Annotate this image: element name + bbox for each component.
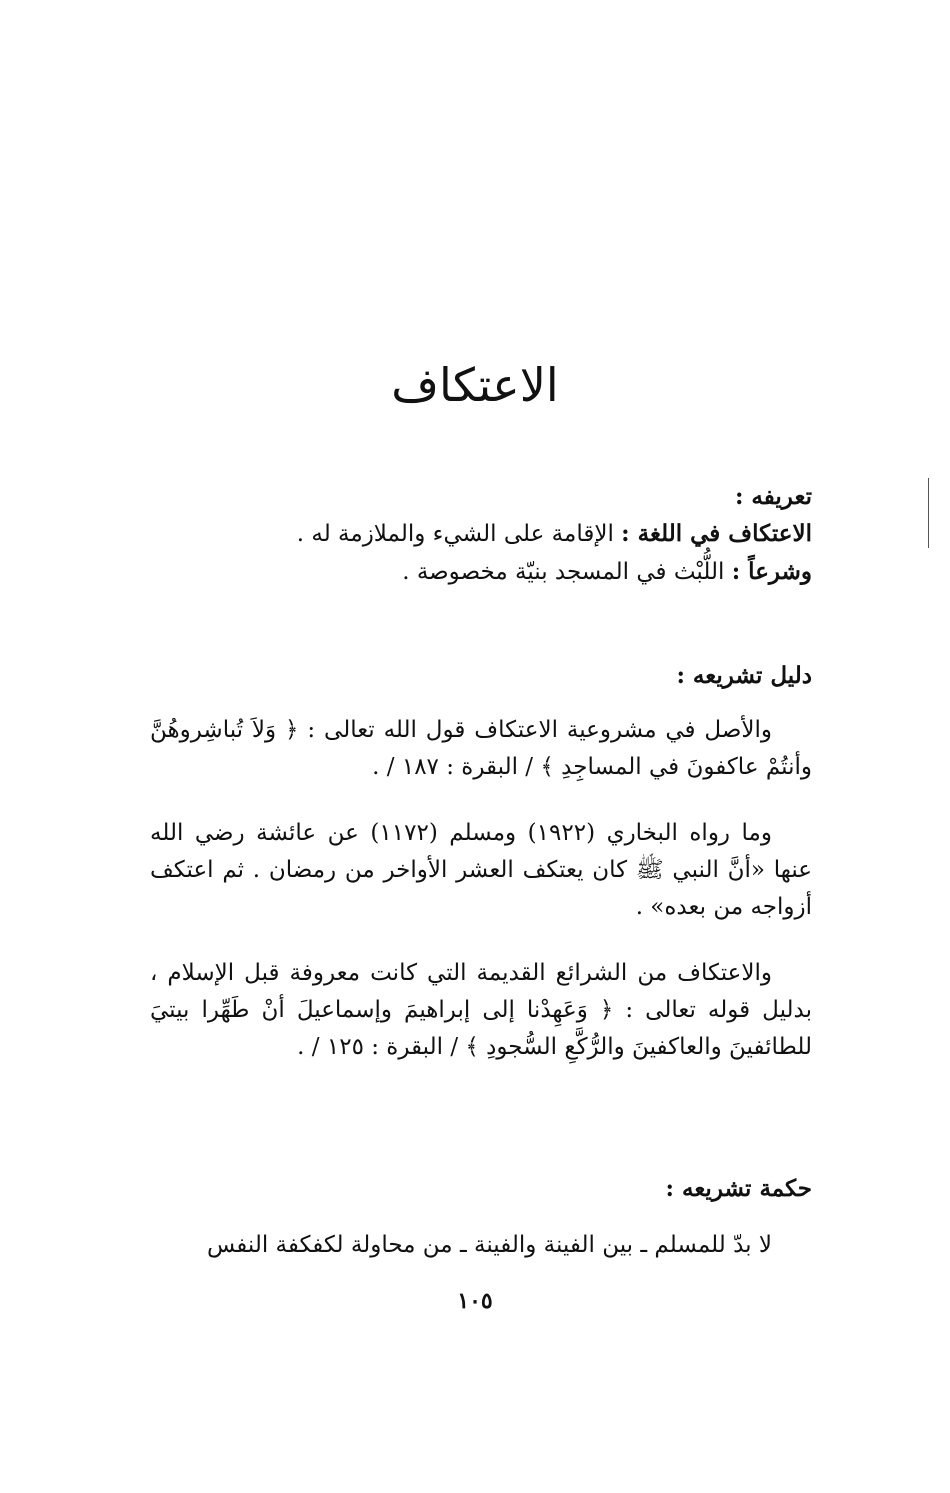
wisdom-heading: حكمة تشريعه : xyxy=(665,1175,812,1202)
definition-language-text: الإقامة على الشيء والملازمة له . xyxy=(296,521,622,547)
wisdom-heading-block xyxy=(150,1170,812,1207)
evidence-paragraph-3: والاعتكاف من الشرائع القديمة التي كانت معروفة قبل الإسلام ، بدليل قوله تعالى : ﴿ وَعَهِدْنا إلى إبراهيمَ وإسماعيلَ أنْ طَهِّرا بيتيَ للطائفينَ والعاكفينَ والرُّكَّعِ السُّجودِ ﴾ / البقرة : ١٢٥ / . xyxy=(150,960,812,1060)
evidence-paragraph-1: والأصل في مشروعية الاعتكاف قول الله تعالى : ﴿ وَلاَ تُباشِروهُنَّ وأنتُمْ عاكفونَ في المساجِدِ ﴾ / البقرة : ١٨٧ / . xyxy=(150,717,812,780)
chapter-title: الاعتكاف xyxy=(391,358,559,412)
evidence-paragraph-2: وما رواه البخاري (١٩٢٢) ومسلم (١١٧٢) عن عائشة رضي الله عنها «أنَّ النبي ﷺ كان يعتكف العشر الأواخر من رمضان . ثم اعتكف أزواجه من بعده» . xyxy=(150,820,812,920)
definition-heading: تعريفه : xyxy=(734,483,812,510)
page-edge-mark xyxy=(928,478,929,548)
definition-language-lead: الاعتكاف في اللغة : xyxy=(621,520,812,547)
definition-sharia-lead: وشرعاً : xyxy=(731,558,812,585)
definition-section xyxy=(150,478,812,591)
wisdom-paragraph-1: لا بدّ للمسلم ـ بين الفينة والفينة ـ من محاولة لكفكفة النفس xyxy=(206,1232,772,1258)
evidence-heading: دليل تشريعه : xyxy=(676,662,812,689)
evidence-paragraph-2-block xyxy=(150,815,812,926)
wisdom-paragraph-1-block xyxy=(150,1227,812,1264)
evidence-paragraph-1-block xyxy=(150,712,812,786)
evidence-heading-block xyxy=(150,657,812,694)
definition-language xyxy=(150,515,812,553)
page-number: ١٠٥ xyxy=(457,1288,493,1314)
definition-sharia xyxy=(150,553,812,591)
evidence-paragraph-3-block xyxy=(150,955,812,1066)
definition-sharia-text: اللُّبْث في المسجد بنيّة مخصوصة . xyxy=(402,559,732,585)
